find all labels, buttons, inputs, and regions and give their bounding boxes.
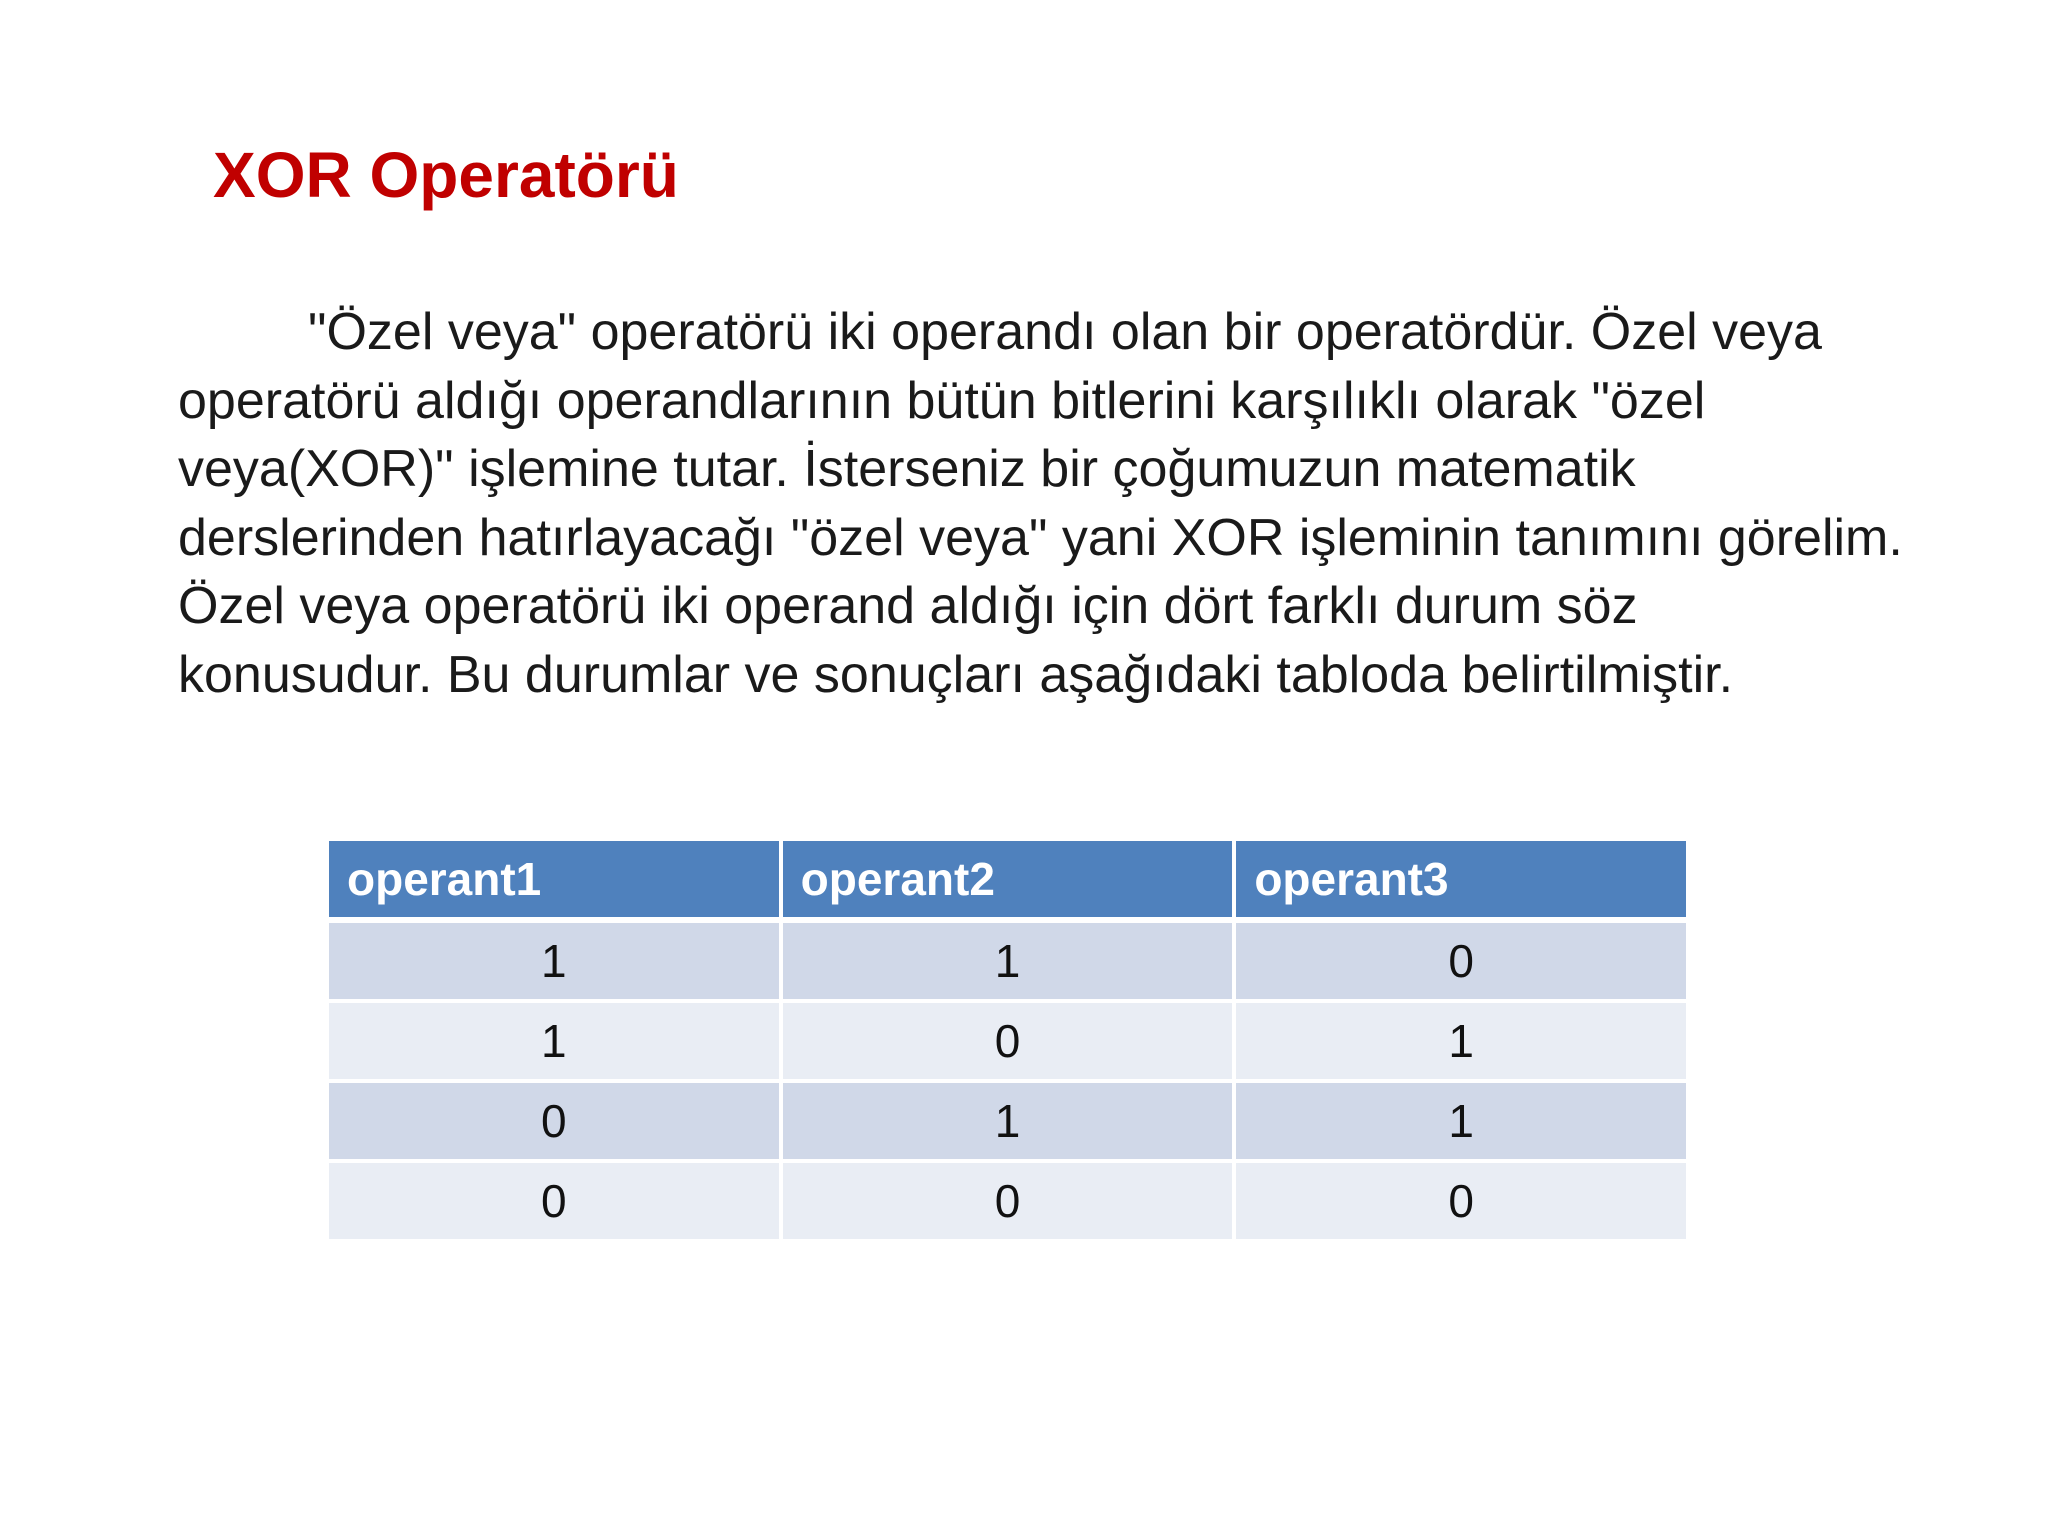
table-cell: 0 [327,1161,781,1241]
column-header-operant2: operant2 [781,839,1235,920]
table-cell: 1 [781,920,1235,1001]
paragraph-line: Özel veya operatörü iki operand aldığı için dört farklı durum söz [178,577,1638,635]
table-cell: 0 [1234,920,1688,1001]
table-cell: 1 [781,1081,1235,1161]
table-cell: 0 [781,1161,1235,1241]
column-header-operant3: operant3 [1234,839,1688,920]
table-cell: 1 [1234,1001,1688,1081]
table-cell: 1 [327,1001,781,1081]
paragraph-line: "Özel veya" operatörü iki operandı olan bir operatördür. Özel veya [308,303,1822,361]
table-header-row [327,839,1688,920]
table-cell: 0 [327,1081,781,1161]
body-paragraph [178,298,1938,709]
slide-title: XOR Operatörü [213,139,679,211]
table-row [327,920,1688,1001]
table-row [327,1081,1688,1161]
table-cell: 0 [781,1001,1235,1081]
paragraph-line: derslerinden hatırlayacağı "özel veya" yani XOR işleminin tanımını görelim. [178,508,1903,567]
column-header-operant1: operant1 [327,839,781,920]
table-row [327,1161,1688,1241]
table-cell: 1 [1234,1081,1688,1161]
table-cell: 0 [1234,1161,1688,1241]
table-row [327,1001,1688,1081]
paragraph-line: konusudur. Bu durumlar ve sonuçları aşağıdaki tabloda belirtilmiştir. [178,645,1734,704]
xor-truth-table [325,837,1690,1243]
table-cell: 1 [327,920,781,1001]
paragraph-line: veya(XOR)" işlemine tutar. İsterseniz bir çoğumuzun matematik [178,440,1636,498]
paragraph-line: operatörü aldığı operandlarının bütün bitlerini karşılıklı olarak "özel [178,371,1706,430]
